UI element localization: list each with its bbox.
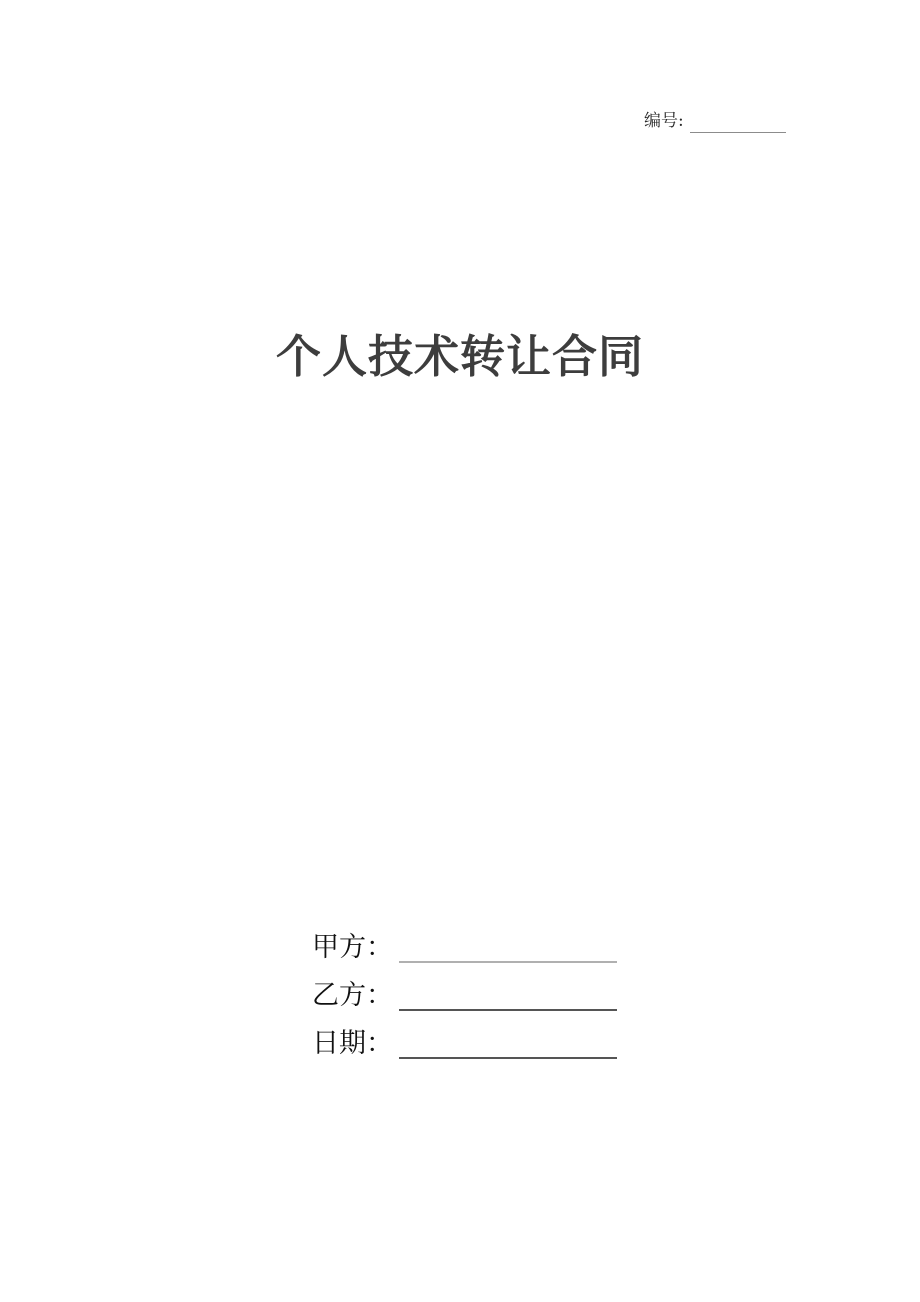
date-fill-line — [399, 1031, 617, 1059]
date-row — [312, 1011, 617, 1059]
party-b-fill-line — [399, 983, 617, 1011]
party-a-row — [312, 915, 617, 963]
party-b-label: 乙方： — [312, 980, 393, 1011]
document-number-row — [644, 109, 786, 133]
party-a-fill-line — [399, 935, 617, 963]
party-a-label: 甲方： — [312, 932, 393, 963]
signature-block — [312, 915, 617, 1059]
number-label: 编号: — [644, 111, 684, 131]
document-title: 个人技术转让合同 — [275, 330, 644, 383]
number-fill-line — [690, 110, 786, 133]
party-b-row — [312, 963, 617, 1011]
date-label: 日期： — [312, 1028, 393, 1059]
